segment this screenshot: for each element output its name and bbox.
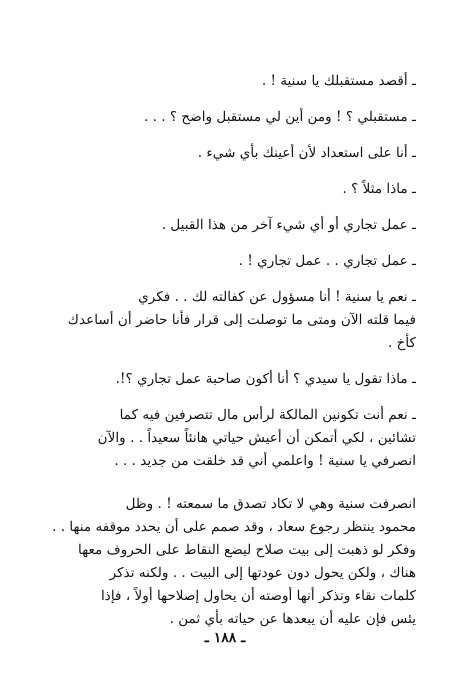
narrative-paragraph (16, 493, 416, 631)
dialogue-paragraph (16, 404, 416, 473)
text-line: تشائين ، لكي أتمكن أن أعيش حياتي هانئاً سعيداً . . والآن (97, 430, 416, 446)
text-line: يئس فإن عليه أن يبعدها عن حياته بأي ثمن . (169, 611, 416, 627)
text-line: ـ نعم يا سنية ! أنا مسؤول عن كفالته لك . . فكري (138, 289, 416, 305)
dialogue-paragraph (16, 286, 416, 355)
text-line: انصرفت سنية وهي لا تكاد تصدق ما سمعته ! . وظل (125, 496, 416, 512)
dialogue-line: ـ ماذا تقول يا سيدي ؟ أنا أكون صاحبة عمل تجاري ؟!. (115, 371, 416, 387)
text-line: كلمات نقاء وتذكر أنها أوصته أن يحاول إصلاحها أولاً ، فإذا (101, 588, 416, 604)
dialogue-line: ـ أنا على استعداد لأن أعينك بأي شيء . (197, 145, 416, 161)
text-line: محمود ينتظر رجوع سعاد ، وقد صمم على أن يحدد موقفه منها . . (52, 519, 416, 535)
page-text (16, 70, 416, 644)
text-line: انصرفي يا سنية ! واعلمي أني قد خلقت من جديد . . . (114, 453, 416, 469)
text-line: كأخ . (387, 335, 416, 351)
dialogue-line: ـ أقصد مستقبلك يا سنية ! . (261, 73, 416, 89)
dialogue-line: ـ ماذا مثلاً ؟ . (342, 181, 416, 197)
page-number: ـ ١٨٨ ـ (204, 630, 246, 646)
dialogue-line: ـ عمل تجاري . . عمل تجاري ! . (238, 253, 416, 269)
text-line: فيما قلته الآن ومتى ما توصلت إلى قرار فأنا حاضر أن أساعدك (67, 312, 416, 328)
text-line: وفكر لو ذهبت إلى بيت صلاح ليضع النقاط على الحروف معها (78, 542, 416, 558)
dialogue-line: ـ مستقبلي ؟ ! ومن أين لي مستقبل واضح ؟ . . . (143, 109, 416, 125)
dialogue-line: ـ عمل تجاري أو أي شيء آخر من هذا القبيل . (161, 217, 416, 233)
text-line: هناك ، ولكن يحول دون عودتها إلى البيت . . ولكنه تذكر (109, 565, 416, 581)
text-line: ـ نعم أنت تكونين المالكة لرأس مال تتصرفين فيه كما (119, 407, 416, 423)
